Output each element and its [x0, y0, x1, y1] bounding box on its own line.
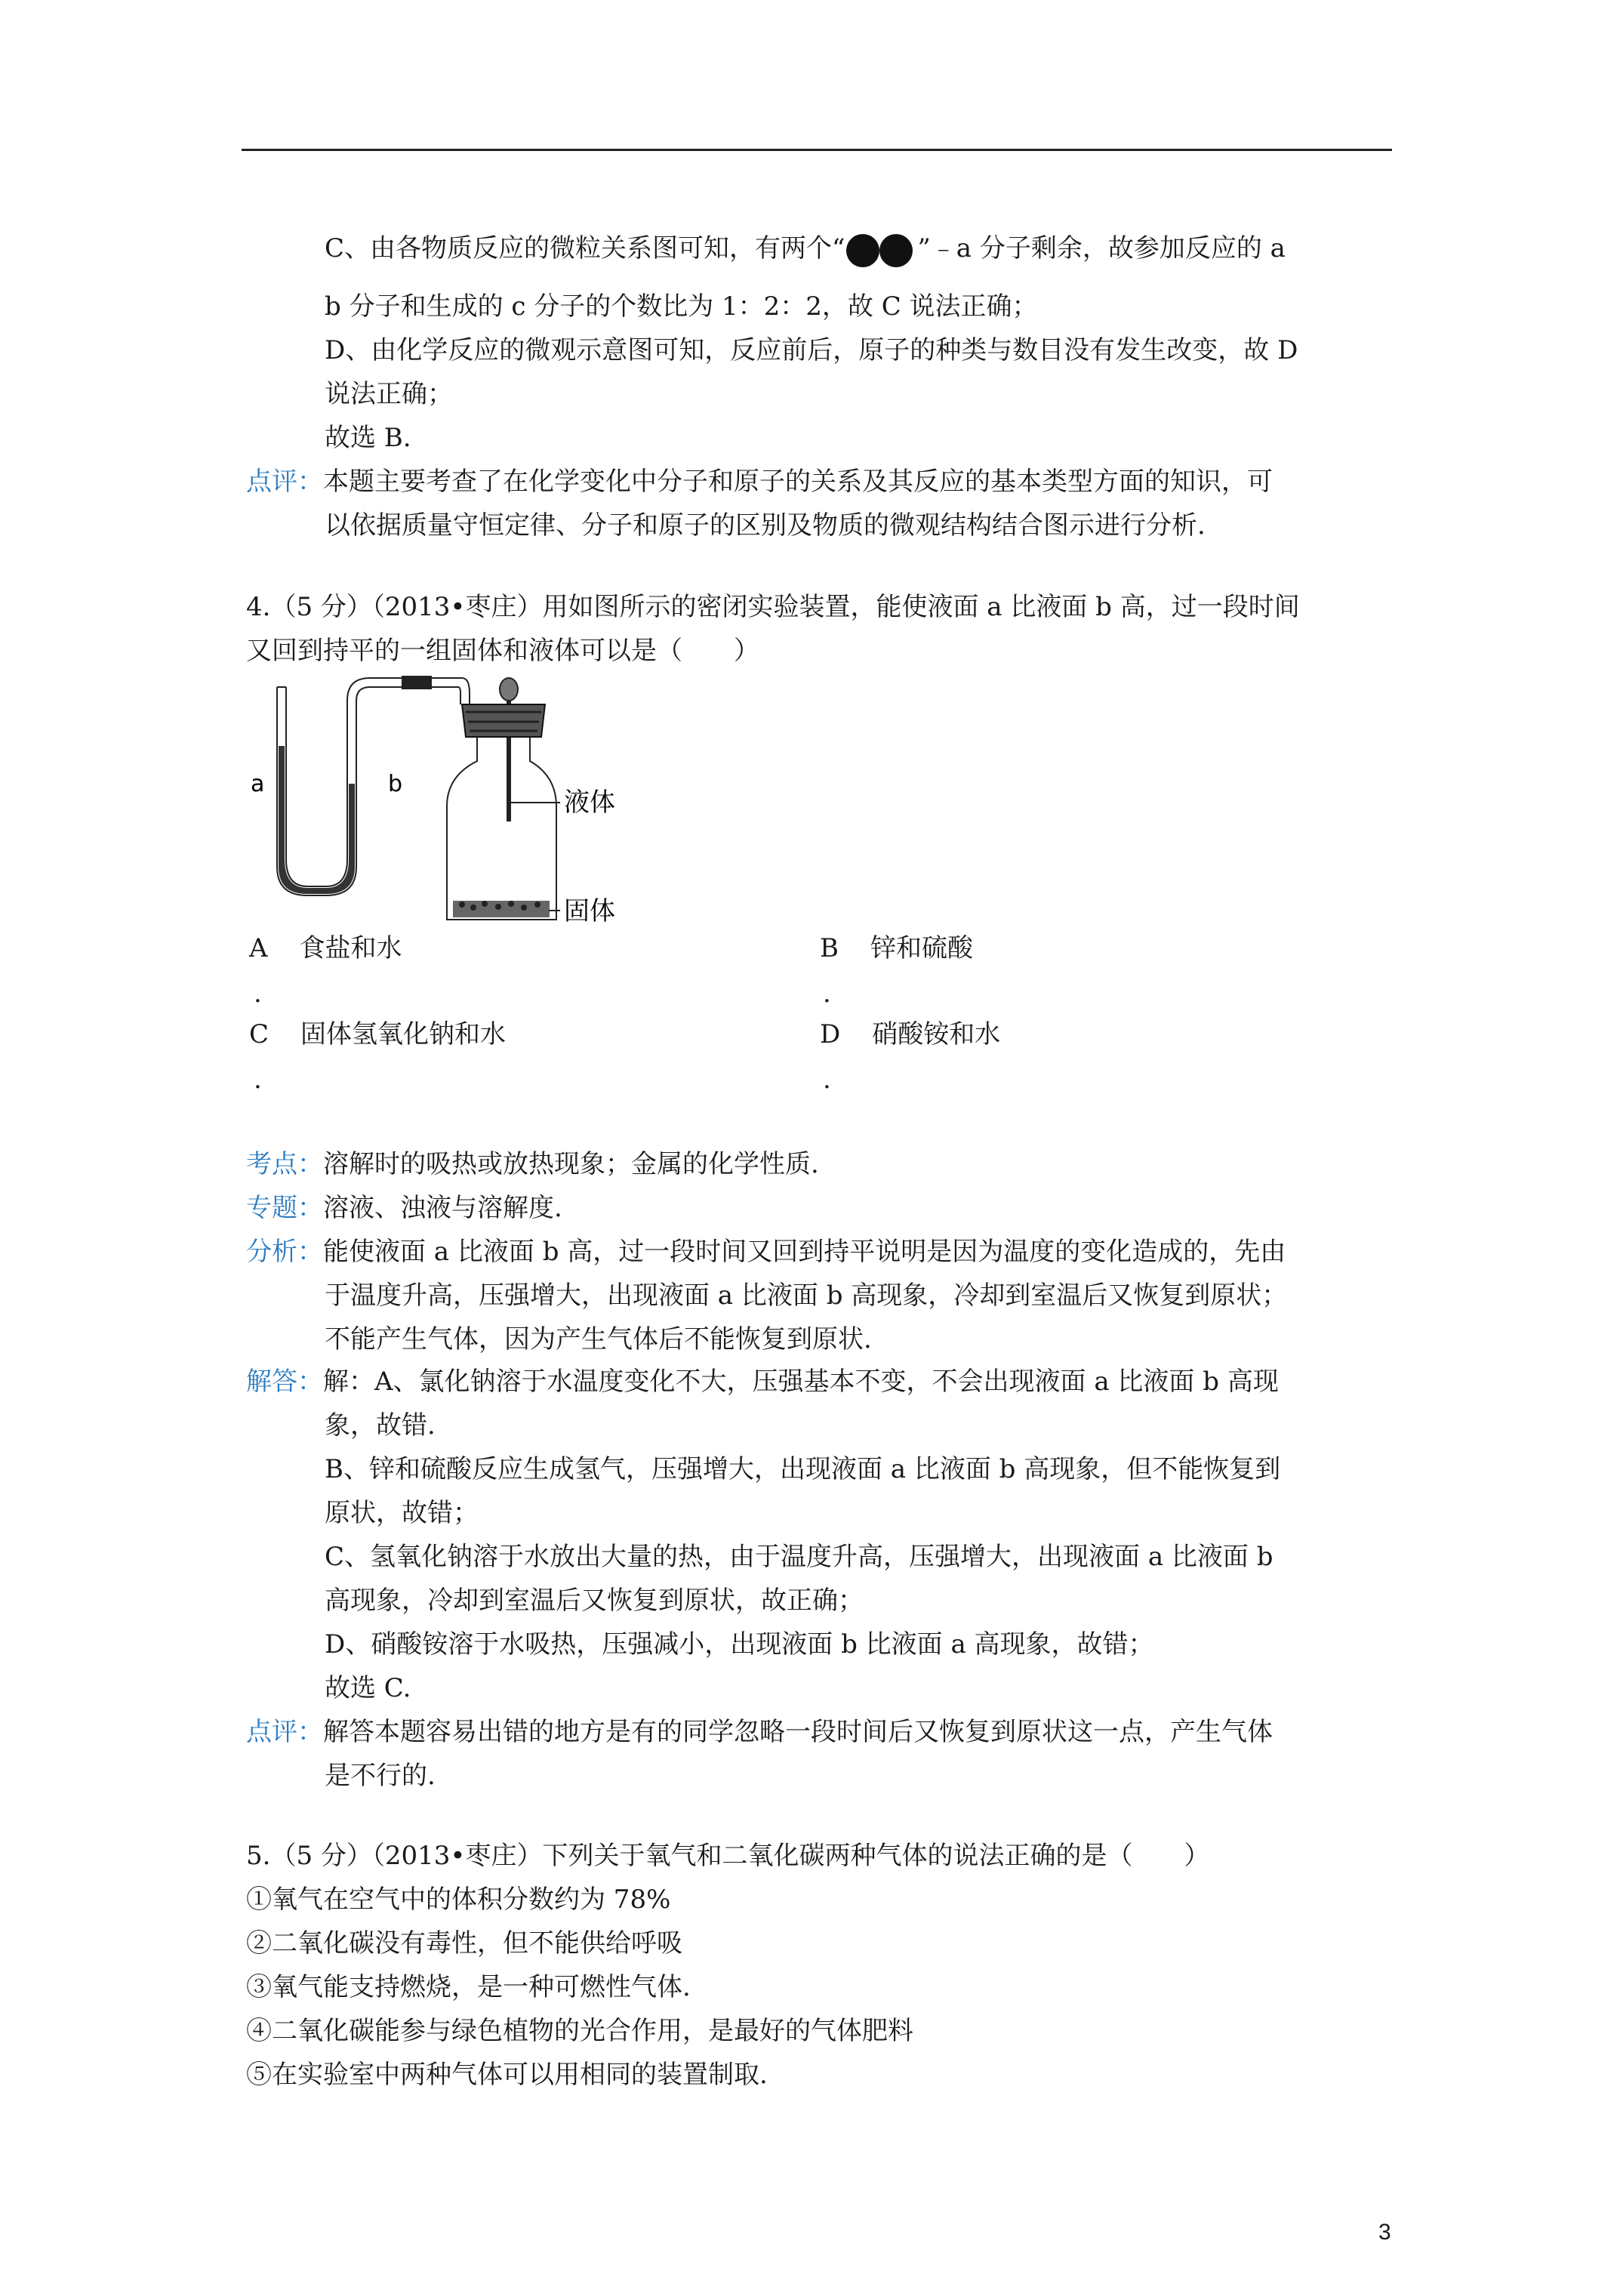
option-c[interactable]: C 固体氢氧化钠和水 [249, 1019, 507, 1049]
jieda-line7: D、硝酸铵溶于水吸热，压强减小，出现液面 b 比液面 a 高现象，故错； [325, 1629, 1154, 1660]
label-liquid: 液体 [564, 787, 615, 818]
jieda-label: 解答： [246, 1367, 323, 1397]
option-a[interactable]: A 食盐和水 [249, 933, 402, 963]
fenxi-line1: 分析：能使液面 a 比液面 b 高，过一段时间又回到持平说明是因为温度的变化造成的，先由 [246, 1237, 1286, 1267]
analysis-d-line1: D、由化学反应的微观示意图可知，反应前后，原子的种类与数目没有发生改变，故 D [325, 335, 1298, 365]
q5-item-4: ④二氧化碳能参与绿色植物的光合作用，是最好的气体肥料 [246, 2016, 913, 2046]
fenxi-line2: 于温度升高，压强增大，出现液面 a 比液面 b 高现象，冷却到室温后又恢复到原状； [325, 1281, 1288, 1311]
jieda-line6: 高现象，冷却到室温后又恢复到原状，故正确； [325, 1586, 864, 1616]
q4-stem-line2: 又回到持平的一组固体和液体可以是（ ） [246, 636, 759, 666]
experiment-apparatus-figure [243, 670, 651, 935]
label-a: a [251, 771, 265, 797]
dianping-label: 点评： [246, 1717, 323, 1747]
zhuanti: 专题：溶液、浊液与溶解度. [246, 1193, 562, 1223]
page-number: 3 [1378, 2220, 1391, 2245]
kaodian-label: 考点： [246, 1149, 323, 1179]
jieda-line4: 原状，故错； [325, 1498, 479, 1528]
dianping-line2: 是不行的. [325, 1761, 436, 1791]
jieda-line2: 象，故错. [325, 1410, 436, 1441]
jieda-line5: C、氢氧化钠溶于水放出大量的热，由于温度升高，压强增大，出现液面 a 比液面 b [325, 1542, 1273, 1572]
analysis-c-line2: b 分子和生成的 c 分子的个数比为 1：2：2，故 C 说法正确； [325, 291, 1038, 322]
option-a-dot: . [254, 978, 262, 1009]
option-b[interactable]: B 锌和硫酸 [820, 933, 973, 963]
jieda-line1: 解答：解：A、氯化钠溶于水温度变化不大，压强基本不变，不会出现液面 a 比液面 b 高现 [246, 1367, 1279, 1397]
label-solid: 固体 [564, 896, 615, 926]
q5-item-5: ⑤在实验室中两种气体可以用相同的装置制取. [246, 2060, 768, 2090]
zhuanti-label: 专题： [246, 1193, 323, 1223]
option-b-dot: . [823, 978, 831, 1009]
q5-stem: 5.（5 分）（2013•枣庄）下列关于氧气和二氧化碳两种气体的说法正确的是（ ） [246, 1841, 1210, 1871]
molecule-icon [846, 233, 916, 267]
q4-stem-line1: 4.（5 分）（2013•枣庄）用如图所示的密闭实验装置，能使液面 a 比液面 b 高，过一段时间 [246, 592, 1300, 622]
label-b: b [388, 771, 403, 797]
prev-comment-label: 点评： [246, 467, 323, 497]
jieda-line3: B、锌和硫酸反应生成氢气，压强增大，出现液面 a 比液面 b 高现象，但不能恢复到 [325, 1454, 1281, 1484]
option-c-dot: . [254, 1065, 262, 1095]
fenxi-line3: 不能产生气体，因为产生气体后不能恢复到原状. [325, 1324, 872, 1354]
analysis-c-line1: C、由各物质反应的微粒关系图可知，有两个“ ”﹣a 分子剩余，故参加反应的 a [325, 233, 1286, 267]
analysis-choose: 故选 B. [325, 423, 411, 453]
header-rule [242, 149, 1392, 151]
option-d-dot: . [823, 1065, 831, 1095]
dianping-line1: 点评：解答本题容易出错的地方是有的同学忽略一段时间后又恢复到原状这一点，产生气体 [246, 1717, 1273, 1747]
fenxi-label: 分析： [246, 1237, 323, 1267]
q5-item-2: ②二氧化碳没有毒性，但不能供给呼吸 [246, 1928, 682, 1959]
option-d[interactable]: D 硝酸铵和水 [820, 1019, 1001, 1049]
q5-item-3: ③氧气能支持燃烧，是一种可燃性气体. [246, 1972, 691, 2002]
q5-item-1: ①氧气在空气中的体积分数约为 78% [246, 1885, 671, 1915]
prev-comment-line2: 以依据质量守恒定律、分子和原子的区别及物质的微观结构结合图示进行分析. [325, 510, 1206, 541]
analysis-d-line2: 说法正确； [325, 379, 453, 409]
jieda-line8: 故选 C. [325, 1673, 411, 1703]
prev-comment-line1: 点评：本题主要考查了在化学变化中分子和原子的关系及其反应的基本类型方面的知识，可 [246, 467, 1273, 497]
kaodian: 考点：溶解时的吸热或放热现象；金属的化学性质. [246, 1149, 819, 1179]
